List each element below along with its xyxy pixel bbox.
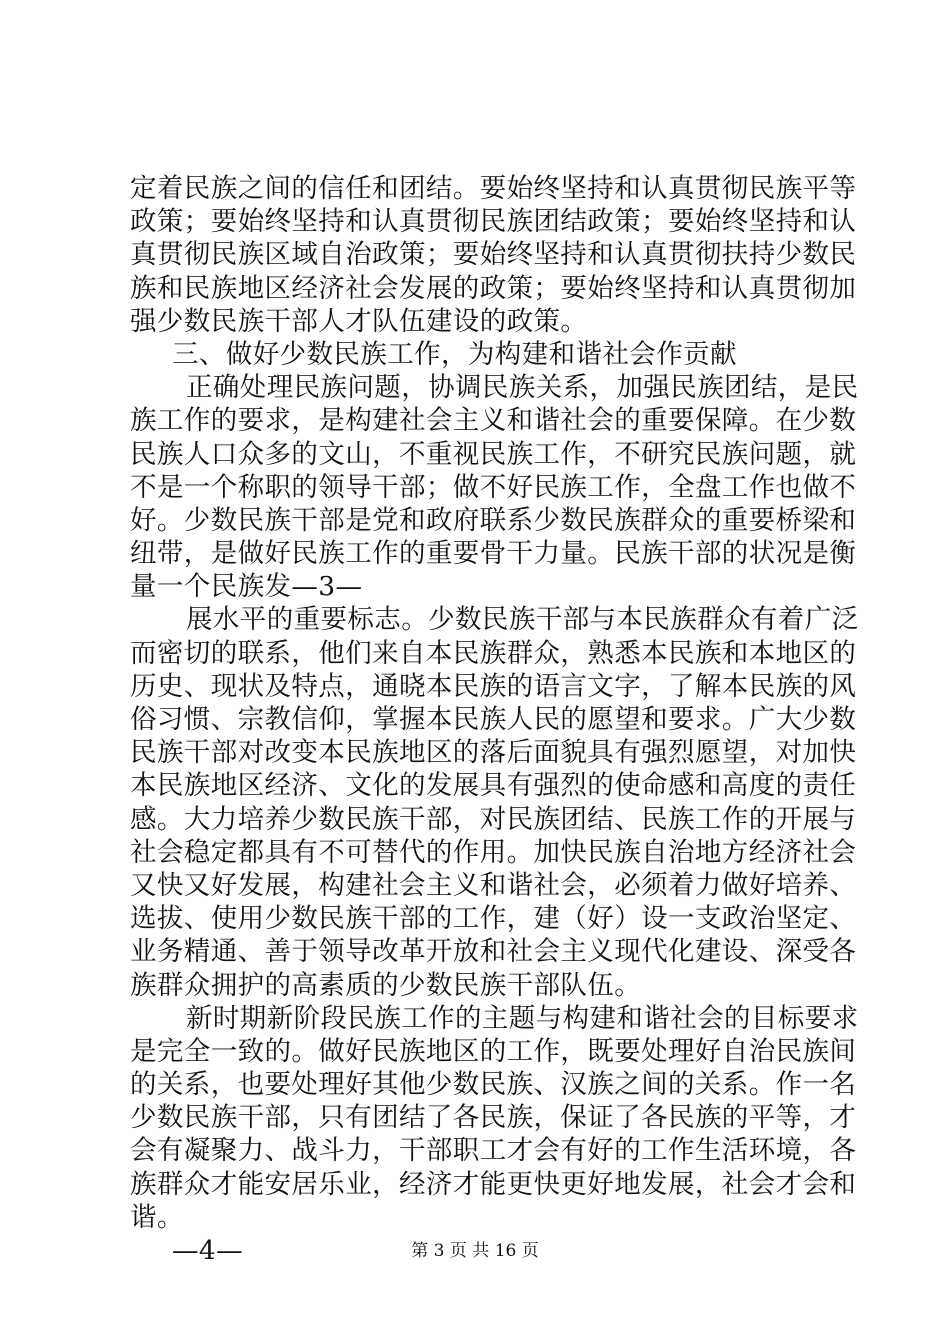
text-line: 定着民族之间的信任和团结。要始终坚持和认真贯彻民族平等 [130, 173, 857, 204]
text-line: 选拔、使用少数民族干部的工作，建（好）设一支政治坚定、 [130, 903, 857, 935]
text-line: 俗习惯、宗教信仰，掌握本民族人民的愿望和要求。广大少数 [130, 704, 857, 735]
text-line: 民族干部对改变本民族地区的落后面貌具有强烈愿望，对加快 [130, 737, 857, 769]
text-line: 本民族地区经济、文化的发展具有强烈的使命感和高度的责任 [130, 770, 857, 802]
text-line: 展水平的重要标志。少数民族干部与本民族群众有着广泛 [186, 604, 859, 636]
text-line: 民族人口众多的文山，不重视民族工作，不研究民族问题，就 [130, 438, 857, 470]
text-line: 业务精通、善于领导改革开放和社会主义现代化建设、深受各 [130, 936, 857, 968]
text-line: 真贯彻民族区域自治政策；要始终坚持和认真贯彻扶持少数民 [130, 239, 857, 271]
text-line: 好。少数民族干部是党和政府联系少数民族群众的重要桥梁和 [130, 504, 857, 536]
text-line: 强少数民族干部人才队伍建设的政策。 [130, 305, 588, 337]
text-line: 历史、现状及特点，通晓本民族的语言文字，了解本民族的风 [130, 670, 857, 702]
text-line: 是完全一致的。做好民族地区的工作，既要处理好自治民族间 [130, 1035, 857, 1067]
text-line: 族和民族地区经济社会发展的政策；要始终坚持和认真贯彻加 [130, 272, 857, 304]
text-line: 谐。 [130, 1201, 184, 1233]
text-line: 族工作的要求，是构建社会主义和谐社会的重要保障。在少数 [130, 405, 857, 437]
text-line: 少数民族干部，只有团结了各民族，保证了各民族的平等，才 [130, 1102, 857, 1134]
text-line: 族群众拥护的高素质的少数民族干部队伍。 [130, 969, 642, 1001]
document-body [130, 172, 859, 1267]
text-line: —4— [172, 1235, 244, 1266]
text-line: 的关系，也要处理好其他少数民族、汉族之间的关系。作一名 [130, 1069, 857, 1101]
page-footer: 第 3 页 共 16 页 [411, 1241, 539, 1261]
text-line: 新时期新阶段民族工作的主题与构建和谐社会的目标要求 [186, 1002, 859, 1034]
text-line: 不是一个称职的领导干部；做不好民族工作，全盘工作也做不 [130, 471, 857, 503]
text-line: 三、做好少数民族工作，为构建和谐社会作贡献 [172, 338, 737, 370]
text-line: 纽带，是做好民族工作的重要骨干力量。民族干部的状况是衡 [130, 538, 857, 570]
text-line: 又快又好发展，构建社会主义和谐社会，必须着力做好培养、 [130, 869, 857, 901]
text-line: 政策；要始终坚持和认真贯彻民族团结政策；要始终坚持和认 [130, 206, 857, 238]
text-line: 族群众才能安居乐业，经济才能更快更好地发展，社会才会和 [130, 1168, 857, 1200]
text-line: 会有凝聚力、战斗力，干部职工才会有好的工作生活环境，各 [130, 1135, 857, 1167]
text-line: 社会稳定都具有不可替代的作用。加快民族自治地方经济社会 [130, 836, 857, 868]
text-line: 正确处理民族问题，协调民族关系，加强民族团结，是民 [186, 372, 859, 404]
text-line: 量一个民族发—3— [130, 571, 363, 603]
text-line: 而密切的联系，他们来自本民族群众，熟悉本民族和本地区的 [130, 637, 857, 669]
text-line: 感。大力培养少数民族干部，对民族团结、民族工作的开展与 [130, 803, 857, 835]
